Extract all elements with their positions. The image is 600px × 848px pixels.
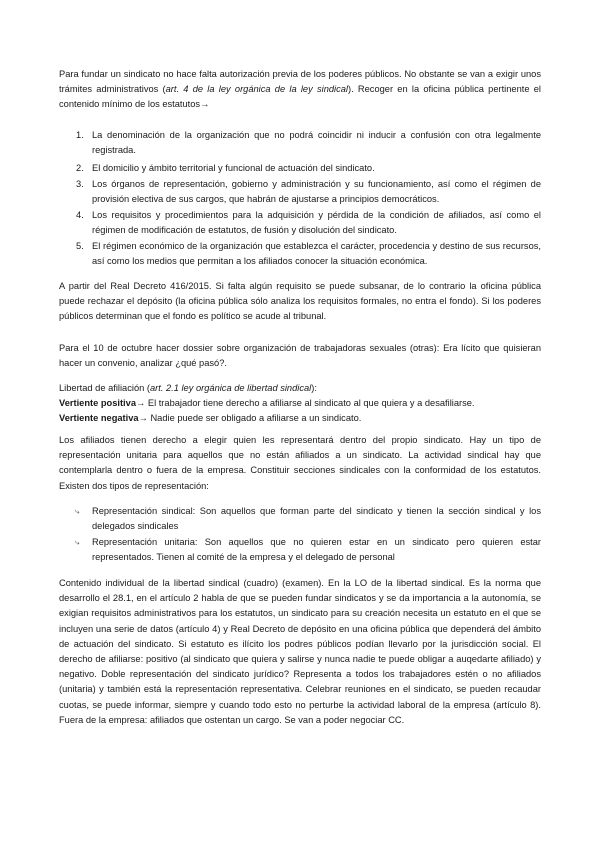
item-text: El domicilio y ámbito territorial y funcional de actuación del sindicato. (92, 163, 375, 173)
freedom-heading: Libertad de afiliación (art. 2.1 ley orgánica de libertad sindical): (59, 383, 317, 393)
freedom-section (59, 381, 541, 427)
negative-text: → Nadie puede ser obligado a afiliarse a un sindicato. (138, 413, 362, 424)
statute-item-4 (59, 208, 541, 240)
rep-type-text: Representación unitaria: Son aquellos que no quieren estar en un sindicato pero quieren estar representados. Tienen al comité de la empresa y el delegado de personal (92, 537, 541, 563)
intro-paragraph (59, 67, 541, 113)
item-text: Los órganos de representación, gobierno y administración y su funcionamiento, así como el régimen de provisión electiva de sus cargos, que habrán de ajustarse a principios democráticos. (92, 179, 541, 205)
statute-item-5 (59, 239, 541, 271)
rep-type-unitary (59, 535, 541, 567)
negative-aspect (59, 411, 541, 426)
negative-label: Vertiente negativa (59, 413, 139, 424)
item-number: 5. (76, 241, 84, 251)
intro-text-1: Para fundar un sindicato no hace falta autorización previa de los poderes públicos. No obstante se van a exigir unos trámites administrativos ( (59, 69, 541, 95)
item-number: 1. (76, 130, 84, 140)
positive-label: Vertiente positiva (59, 398, 136, 409)
statute-item-1 (59, 128, 541, 160)
item-text: El régimen económico de la organización que establezca el carácter, procedencia y destino de sus recursos, así como los medios que permitan a los afiliados conocer la situación económica. (92, 241, 541, 267)
decree-paragraph: A partir del Real Decreto 416/2015. Si falta algún requisito se puede subsanar, de lo contrario la oficina pública puede rechazar el depósito (la oficina pública sólo analiza los requisitos formales, no entra el fondo). Si los poderes públicos determinan que el fondo es político se acude al tribunal. (59, 281, 541, 322)
positive-text: → El trabajador tiene derecho a afiliarse al sindicato al que quiera y a desafiliarse. (136, 398, 475, 409)
intro-text-2: ). Recoger en la oficina pública pertinente el contenido mínimo de los estatutos→ (59, 84, 541, 110)
dossier-paragraph: Para el 10 de octubre hacer dossier sobre organización de trabajadoras sexuales (otras): Era lícito que quisieran hacer un convenio, analizar ¿qué pasó?. (59, 343, 541, 369)
item-number: 2. (76, 163, 84, 173)
positive-aspect (59, 396, 541, 411)
item-number: 3. (76, 179, 84, 189)
intro-law-reference: art. 4 de la ley orgánica de la ley sindical (165, 84, 348, 95)
arrow-bullet-icon: ⤷ (75, 538, 80, 547)
content-paragraph: Contenido individual de la libertad sindical (cuadro) (examen). En la LO de la libertad sindical. Es la norma que desarrollo el 28.1, en el artículo 2 habla de que se pueden fundar sindicatos y se da importancia a la autonomía, se exigian requisitos administrativos para los estatutos, un sindicato para su creación necesita un estatuto en el que se incluyen una serie de datos (artículo 4) y Real Decreto de depósito en una oficina pública que dependerá del ámbito de actuación del sindicato. Si estatuto es ilícito los podres públicos podían llevarlo por la jurisdicción social. El derecho de afiliarse: positivo (al sindicato que quiera y salirse y nunca nadie te puede obligar a auqedarte afiliado) y negativo. Doble representación del sindicato jurídico? Representa a todos los trabajadores estén o no afiliados (unitaria) y también está la representación representativa. Celebrar reuniones en el sindicato, se pueden recaudar cuotas, se puede informar, siempre y cuando todo esto no perturbe la actividad laboral de la empresa (artículo 8). Fuera de la empresa: afiliados que ostentan un cargo. Se van a poder negociar CC. (59, 578, 541, 725)
item-number: 4. (76, 210, 84, 220)
item-text: La denominación de la organización que no podrá coincidir ni inducir a confusión con otra legalmente registrada. (92, 130, 541, 156)
statute-item-2 (59, 161, 541, 177)
item-text: Los requisitos y procedimientos para la adquisición y pérdida de la condición de afiliados, así como el régimen de modificación de estatutos, de fusión y disolución del sindicato. (92, 210, 541, 236)
arrow-bullet-icon: ⤷ (75, 507, 80, 516)
statute-item-3 (59, 177, 541, 209)
freedom-law-reference: art. 2.1 ley orgánica de libertad sindical (149, 383, 312, 393)
representation-paragraph: Los afiliados tienen derecho a elegir quien les representará dentro del propio sindicato. Hay un tipo de representación unitaria para aquellos que no están afiliados a un sindicato. La actividad sindical hay que contemplarla dentro o fuera de la empresa. Constituir secciones sindicales con la conformidad de los estatutos. Existen dos tipos de representación: (59, 435, 541, 491)
rep-type-union (59, 504, 541, 536)
rep-type-text: Representación sindical: Son aquellos que forman parte del sindicato y tienen la sección sindical y los delegados sindicales (92, 506, 541, 532)
